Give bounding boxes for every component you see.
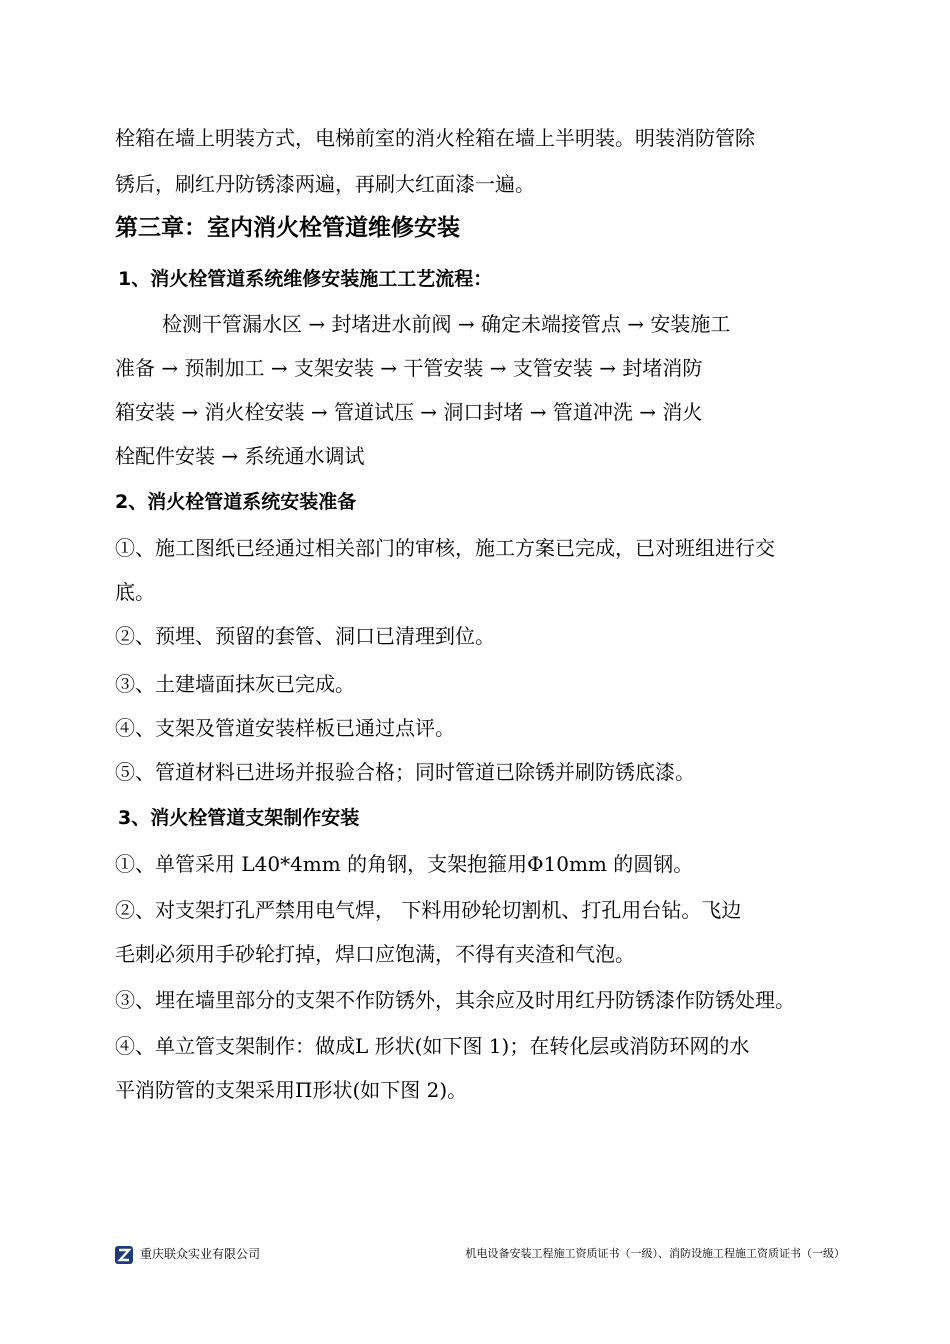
bracket-item-4-cont: 平消防管的支架采用Π形状(如下图 2)。 <box>115 1078 468 1102</box>
intro-line-1: 栓箱在墙上明装方式，电梯前室的消火栓箱在墙上半明装。明装消防管除 <box>115 126 755 150</box>
section-2-title: 2、消火栓管道系统安装准备 <box>115 491 357 513</box>
company-logo-icon <box>115 1246 133 1264</box>
bracket-item-3: ③、埋在墙里部分的支架不作防锈外，其余应及时用红丹防锈漆作防锈处理。 <box>115 988 795 1012</box>
bracket-item-1: ①、单管采用 L40*4mm 的角钢，支架抱箍用Φ10mm 的圆钢。 <box>115 852 694 876</box>
flow-line-4: 栓配件安装 → 系统通水调试 <box>115 444 365 468</box>
prep-item-3: ③、土建墙面抹灰已完成。 <box>115 672 355 696</box>
prep-item-2: ②、预埋、预留的套管、洞口已清理到位。 <box>115 624 495 648</box>
intro-line-2: 锈后，刷红丹防锈漆两遍，再刷大红面漆一遍。 <box>115 172 535 196</box>
prep-item-5: ⑤、管道材料已进场并报验合格；同时管道已除锈并刷防锈底漆。 <box>115 760 695 784</box>
prep-item-1: ①、施工图纸已经通过相关部门的审核，施工方案已完成，已对班组进行交 <box>115 536 775 560</box>
bracket-item-4: ④、单立管支架制作：做成L 形状(如下图 1)；在转化层或消防环网的水 <box>115 1034 750 1058</box>
prep-item-4: ④、支架及管道安装样板已通过点评。 <box>115 716 455 740</box>
prep-item-1-cont: 底。 <box>115 580 155 604</box>
section-3-title: 3、消火栓管道支架制作安装 <box>118 807 360 829</box>
footer-company-name: 重庆联众实业有限公司 <box>140 1247 261 1261</box>
section-1-title: 1、消火栓管道系统维修安装施工工艺流程： <box>118 268 493 290</box>
bracket-item-2-cont: 毛刺必须用手砂轮打掉，焊口应饱满，不得有夹渣和气泡。 <box>115 942 635 966</box>
footer-certificates: 机电设备安装工程施工资质证书（一级）、消防设施工程施工资质证书（一级） <box>465 1247 845 1260</box>
flow-line-1: 检测干管漏水区 → 封堵进水前阀 → 确定未端接管点 → 安装施工 <box>162 312 731 336</box>
flow-line-2: 准备 → 预制加工 → 支架安装 → 干管安装 → 支管安装 → 封堵消防 <box>115 356 703 380</box>
bracket-item-2: ②、对支架打孔严禁用电气焊， 下料用砂轮切割机、打孔用台钻。飞边 <box>115 898 742 922</box>
chapter-title: 第三章：室内消火栓管道维修安装 <box>115 215 460 241</box>
flow-line-3: 箱安装 → 消火栓安装 → 管道试压 → 洞口封堵 → 管道冲洗 → 消火 <box>115 400 703 424</box>
